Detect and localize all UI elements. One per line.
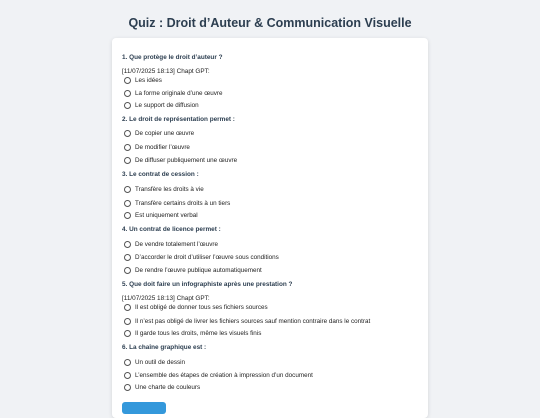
option-label: Il est obligé de donner tous ses fichiers sources	[135, 303, 268, 311]
radio-button[interactable]	[124, 241, 131, 248]
option-label: De vendre totalement l’œuvre	[135, 240, 218, 248]
radio-button[interactable]	[124, 330, 131, 337]
page-title: Quiz : Droit d’Auteur & Communication Visuelle	[128, 16, 412, 30]
quiz-card	[112, 38, 428, 418]
question-5-option-1[interactable]	[124, 303, 268, 311]
option-label: L’ensemble des étapes de création à impression d’un document	[135, 371, 313, 379]
question-1-option-2[interactable]	[124, 89, 223, 97]
option-label: De copier une œuvre	[135, 129, 195, 137]
question-3-option-1[interactable]	[124, 185, 204, 193]
question-5-note: [11/07/2025 18:13] Chapt GPT:	[122, 295, 210, 302]
radio-button[interactable]	[124, 90, 131, 97]
submit-button[interactable]	[122, 402, 166, 414]
radio-button[interactable]	[124, 130, 131, 137]
question-6-option-1[interactable]	[124, 358, 185, 366]
option-label: Le support de diffusion	[135, 101, 199, 109]
option-label: De rendre l’œuvre publique automatiquement	[135, 266, 262, 274]
option-label: De modifier l’œuvre	[135, 143, 190, 151]
question-6-option-3[interactable]	[124, 383, 200, 391]
option-label: La forme originale d’une œuvre	[135, 89, 223, 97]
question-3-option-3[interactable]	[124, 211, 198, 219]
question-2-option-2[interactable]	[124, 143, 190, 151]
option-label: De diffuser publiquement une œuvre	[135, 156, 238, 164]
option-label: D’accorder le droit d’utiliser l’œuvre sous conditions	[135, 253, 279, 261]
option-label: Transfère certains droits à un tiers	[135, 199, 231, 207]
question-4-option-3[interactable]	[124, 266, 262, 274]
question-1-title: 1. Que protège le droit d’auteur ?	[122, 54, 223, 61]
question-1-option-1[interactable]	[124, 76, 162, 84]
question-6-option-2[interactable]	[124, 371, 313, 379]
question-2-option-3[interactable]	[124, 156, 237, 164]
question-5-title: 5. Que doit faire un infographiste après une prestation ?	[122, 281, 293, 288]
option-label: Une charte de couleurs	[135, 383, 201, 391]
option-label: Transfère les droits à vie	[135, 185, 204, 193]
question-5-option-2[interactable]	[124, 317, 370, 325]
option-label: Les idées	[135, 76, 162, 84]
radio-button[interactable]	[124, 372, 131, 379]
radio-button[interactable]	[124, 212, 131, 219]
question-4-option-2[interactable]	[124, 253, 279, 261]
question-1-note: [11/07/2025 18:13] Chapt GPT:	[122, 68, 210, 75]
radio-button[interactable]	[124, 304, 131, 311]
option-label: Un outil de dessin	[135, 358, 186, 366]
question-4-title: 4. Un contrat de licence permet :	[122, 226, 221, 233]
question-5-option-3[interactable]	[124, 329, 261, 337]
question-6-title: 6. La chaîne graphique est :	[122, 344, 207, 351]
radio-button[interactable]	[124, 186, 131, 193]
radio-button[interactable]	[124, 77, 131, 84]
option-label: Il garde tous les droits, même les visuels finis	[135, 329, 262, 337]
question-4-option-1[interactable]	[124, 240, 218, 248]
question-3-option-2[interactable]	[124, 199, 230, 207]
radio-button[interactable]	[124, 254, 131, 261]
radio-button[interactable]	[124, 267, 131, 274]
radio-button[interactable]	[124, 318, 131, 325]
question-2-title: 2. Le droit de représentation permet :	[122, 116, 235, 123]
radio-button[interactable]	[124, 157, 131, 164]
radio-button[interactable]	[124, 384, 131, 391]
question-3-title: 3. Le contrat de cession :	[122, 171, 199, 178]
option-label: Il n’est pas obligé de livrer les fichiers sources sauf mention contraire dans le contrat	[135, 317, 371, 325]
radio-button[interactable]	[124, 102, 131, 109]
radio-button[interactable]	[124, 200, 131, 207]
radio-button[interactable]	[124, 359, 131, 366]
radio-button[interactable]	[124, 144, 131, 151]
question-1-option-3[interactable]	[124, 101, 199, 109]
question-2-option-1[interactable]	[124, 129, 194, 137]
option-label: Est uniquement verbal	[135, 211, 198, 219]
